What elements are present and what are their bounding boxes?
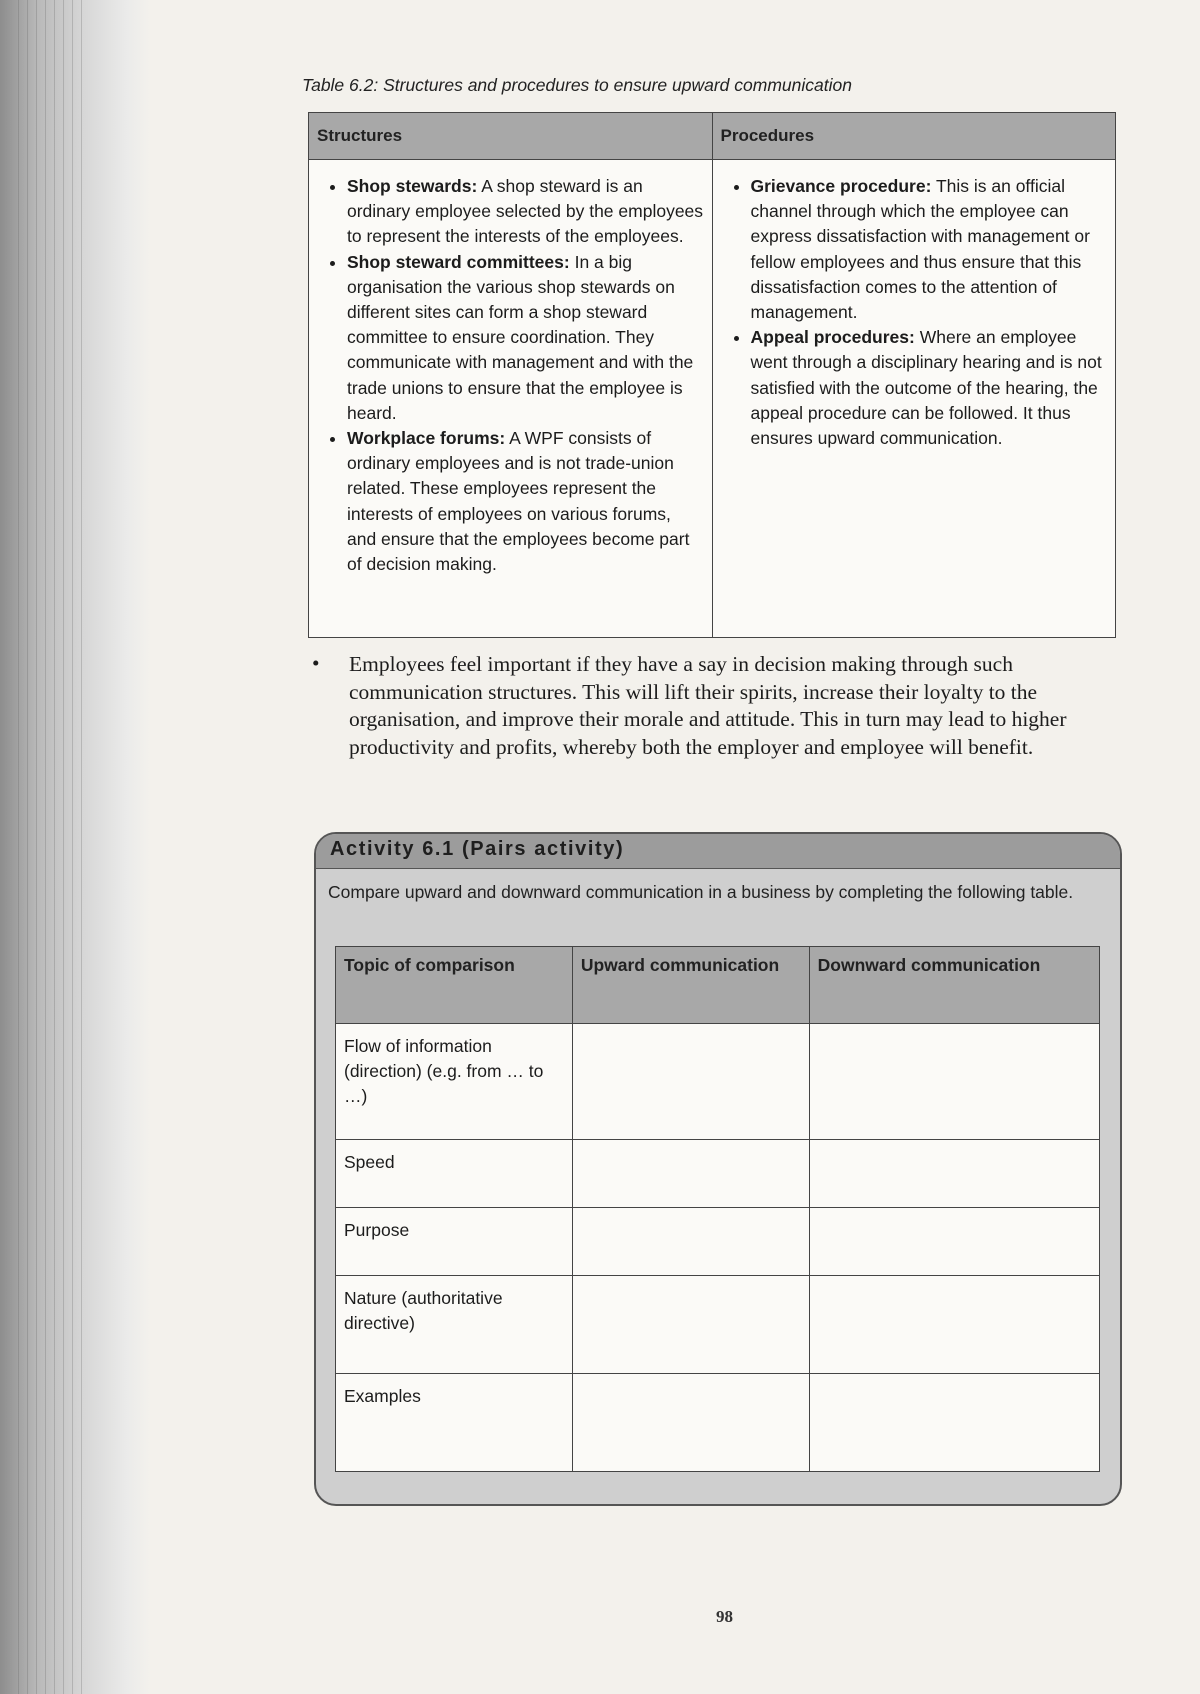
structures-cell <box>309 160 713 638</box>
row-topic: Flow of information (direction) (e.g. from … to …) <box>336 1024 573 1140</box>
answer-cell[interactable] <box>572 1208 809 1276</box>
list-item: • Shop steward committees: In a big organisation the various shop stewards on different sites can form a shop steward committee to ensure coordination. They communicate with management and with the trade unions to ensure that the employee is heard. <box>347 250 704 426</box>
table-row <box>336 1208 1100 1276</box>
list-item: • Appeal procedures: Where an employee went through a disciplinary hearing and is not satisfied with the outcome of the hearing, the appeal procedure can be followed. It thus ensures upward communication. <box>751 325 1108 451</box>
table-row <box>336 1140 1100 1208</box>
page-edges <box>18 0 88 1694</box>
header-procedures: Procedures <box>712 113 1116 160</box>
activity-header <box>316 834 1120 869</box>
row-topic: Examples <box>336 1374 573 1472</box>
row-topic: Nature (authoritative directive) <box>336 1276 573 1374</box>
answer-cell[interactable] <box>809 1208 1099 1276</box>
header-topic: Topic of comparison <box>336 947 573 1024</box>
answer-cell[interactable] <box>809 1140 1099 1208</box>
row-topic: Speed <box>336 1140 573 1208</box>
answer-cell[interactable] <box>809 1024 1099 1140</box>
activity-instruction: Compare upward and downward communication in a business by completing the following table. <box>328 882 1074 902</box>
header-upward: Upward communication <box>572 947 809 1024</box>
header-downward: Downward communication <box>809 947 1099 1024</box>
row-topic: Purpose <box>336 1208 573 1276</box>
table-row <box>336 1276 1100 1374</box>
page-number: 98 <box>716 1607 733 1626</box>
body-paragraph: Employees feel important if they have a say in decision making through such communication structures. This will lift their spirits, increase their loyalty to the organisation, and improve their morale and attitude. This in turn may lead to higher productivity and profits, whereby both the employer and employee will benefit. <box>349 652 1067 759</box>
comparison-table <box>335 946 1100 1472</box>
list-item: • Shop stewards: A shop steward is an ordinary employee selected by the employees to represent the interests of the employees. <box>347 174 704 250</box>
answer-cell[interactable] <box>572 1374 809 1472</box>
table-caption: Table 6.2: Structures and procedures to ensure upward communication <box>302 75 852 95</box>
table-row <box>336 1374 1100 1472</box>
activity-box <box>314 832 1122 1506</box>
answer-cell[interactable] <box>809 1276 1099 1374</box>
answer-cell[interactable] <box>572 1024 809 1140</box>
table-row <box>336 1024 1100 1140</box>
procedures-cell <box>712 160 1116 638</box>
activity-title: Activity 6.1 (Pairs activity) <box>330 838 625 860</box>
structures-procedures-table <box>308 112 1116 638</box>
bullet-icon: • <box>312 651 320 675</box>
answer-cell[interactable] <box>809 1374 1099 1472</box>
answer-cell[interactable] <box>572 1276 809 1374</box>
header-structures: Structures <box>309 113 713 160</box>
list-item: • Grievance procedure: This is an official channel through which the employee can express dissatisfaction with management or fellow employees and thus ensure that this dissatisfaction comes to the attention of management. <box>751 174 1108 325</box>
list-item: • Workplace forums: A WPF consists of ordinary employees and is not trade-union related. These employees represent the interests of employees on various forums, and ensure that the employees become part of decision making. <box>347 426 704 577</box>
answer-cell[interactable] <box>572 1140 809 1208</box>
